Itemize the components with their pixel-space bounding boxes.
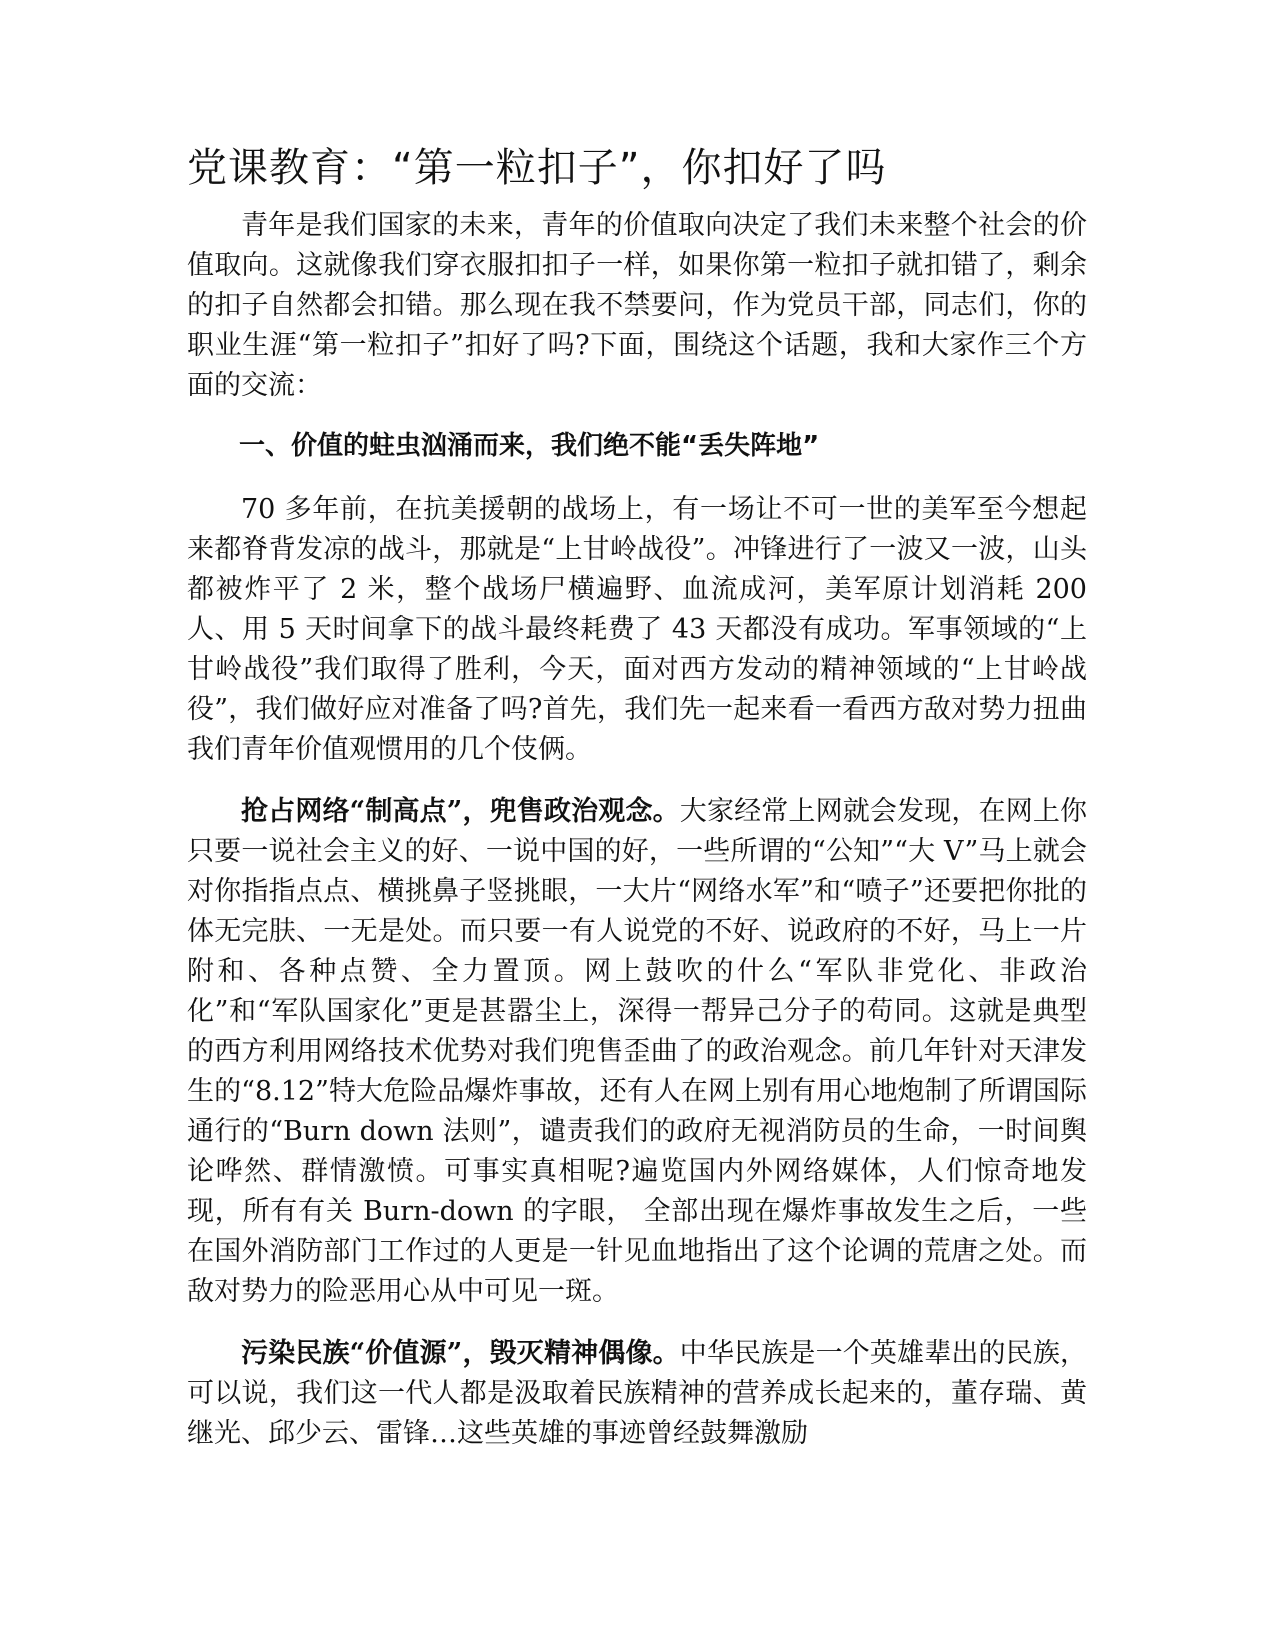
paragraph-lead-network: 抢占网络“制高点”，兜售政治观念。: [241, 796, 680, 827]
section-heading-1: 一、价值的蛀虫汹涌而来，我们绝不能“丢失阵地”: [239, 431, 820, 461]
intro-paragraph: 青年是我们国家的未来，青年的价值取向决定了我们未来整个社会的价值取向。这就像我们穿衣服扣扣子一样，如果你第一粒扣子就扣错了，剩余的扣子自然都会扣错。那么现在我不禁要问，作为党员干部，同志们，你的职业生涯“第一粒扣子”扣好了吗?下面，围绕这个话题，我和大家作三个方面的交流：: [187, 210, 1087, 401]
section1-paragraph-3: [187, 1334, 1087, 1454]
paragraph-lead-values: 污染民族“价值源”，毁灭精神偶像。: [241, 1338, 680, 1369]
section1-paragraph-2: [187, 792, 1087, 1312]
paragraph-body-values: 中华民族是一个英雄辈出的民族，可以说，我们这一代人都是汲取着民族精神的营养成长起来的，董存瑞、黄继光、邱少云、雷锋…这些英雄的事迹曾经鼓舞激励: [187, 1338, 1088, 1449]
document-page: [187, 140, 1087, 1454]
paragraph-body-network: 大家经常上网就会发现，在网上你只要一说社会主义的好、一说中国的好，一些所谓的“公知”“大 V”马上就会对你指指点点、横挑鼻子竖挑眼，一大片“网络水军”和“喷子”还要把你批的体无完肤、一无是处。而只要一有人说党的不好、说政府的不好，马上一片附和、各种点赞、全力置顶。网上鼓吹的什么“军队非党化、非政治化”和“军队国家化”更是甚嚣尘上，深得一帮异己分子的苟同。这就是典型的西方利用网络技术优势对我们兜售歪曲了的政治观念。前几年针对天津发生的“8.12”特大危险品爆炸事故，还有人在网上别有用心地炮制了所谓国际通行的“Burn down 法则”，谴责我们的政府无视消防员的生命，一时间舆论哗然、群情激愤。可事实真相呢?遍览国内外网络媒体，人们惊奇地发现，所有有关 Burn-down 的字眼， 全部出现在爆炸事故发生之后，一些在国外消防部门工作过的人更是一针见血地指出了这个论调的荒唐之处。而敌对势力的险恶用心从中可见一斑。: [187, 796, 1088, 1307]
section1-paragraph-1: 70 多年前，在抗美援朝的战场上，有一场让不可一世的美军至今想起来都脊背发凉的战斗，那就是“上甘岭战役”。冲锋进行了一波又一波，山头都被炸平了 2 米，整个战场尸横遍野、血流成河，美军原计划消耗 200 人、用 5 天时间拿下的战斗最终耗费了 43 天都没有成功。军事领域的“上甘岭战役”我们取得了胜利，今天，面对西方发动的精神领域的“上甘岭战役”，我们做好应对准备了吗?首先，我们先一起来看一看西方敌对势力扭曲我们青年价值观惯用的几个伎俩。: [187, 494, 1087, 765]
document-title: 党课教育：“第一粒扣子”，你扣好了吗: [187, 145, 887, 191]
